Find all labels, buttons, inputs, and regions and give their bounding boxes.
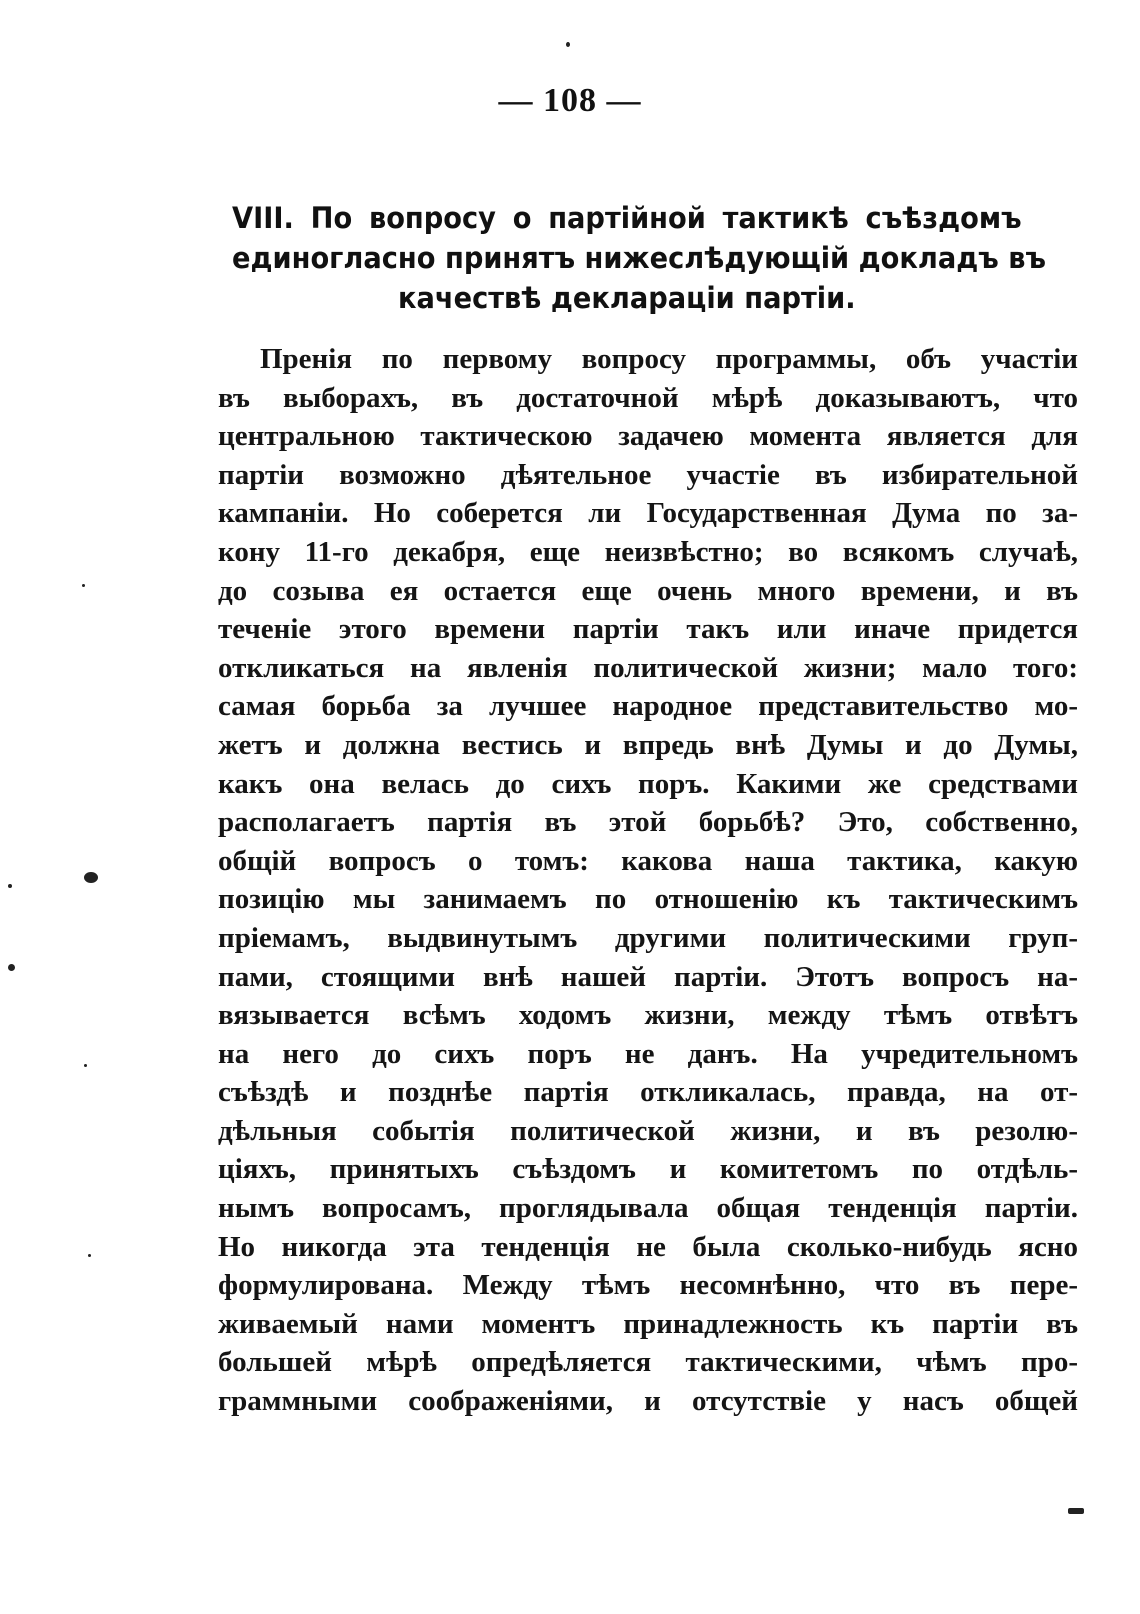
page-number: — 108 — [498, 82, 642, 119]
heading-line: VIII. По вопросу о партійной тактикѣ съѣздомъ [232, 201, 1022, 235]
text-line: большей мѣрѣ опредѣляется тактическими, чѣмъ про- [218, 1346, 1078, 1379]
text-line: ціяхъ, принятыхъ съѣздомъ и комитетомъ по отдѣль- [218, 1153, 1078, 1186]
text-line: съѣздѣ и позднѣе партія откликалась, правда, на от- [218, 1076, 1078, 1109]
text-line: живаемый нами моментъ принадлежность къ партіи въ [218, 1307, 1078, 1340]
scan-speck [84, 872, 98, 883]
text-line: какъ она велась до сихъ поръ. Какими же средствами [218, 767, 1078, 800]
text-line: пами, стоящими внѣ нашей партіи. Этотъ вопросъ на- [218, 960, 1078, 993]
body-text [218, 340, 1078, 1421]
text-line: до созыва ея остается еще очень много времени, и въ [218, 574, 1078, 607]
text-line: кампаніи. Но соберется ли Государственная Дума по за- [218, 497, 1078, 530]
heading-line: единогласно принятъ нижеслѣдующій докладъ въ [232, 241, 1046, 275]
text-line: общій вопросъ о томъ: какова наша тактика, какую [218, 844, 1078, 877]
text-line: граммными соображеніями, и отсутствіе у насъ общей [218, 1385, 1078, 1418]
scan-speck [8, 884, 12, 888]
text-line: вязывается всѣмъ ходомъ жизни, между тѣмъ отвѣтъ [218, 999, 1078, 1032]
text-line: въ выборахъ, въ достаточной мѣрѣ доказываютъ, что [218, 381, 1078, 414]
text-line: откликаться на явленія политической жизни; мало того: [218, 651, 1078, 684]
text-line: пріемамъ, выдвинутымъ другими политическими груп- [218, 921, 1078, 954]
text-line: центральною тактическою задачею момента является для [218, 420, 1078, 453]
text-line: позицію мы занимаемъ по отношенію къ тактическимъ [218, 883, 1078, 916]
scan-speck [1068, 1508, 1084, 1514]
text-line: формулирована. Между тѣмъ несомнѣнно, что въ пере- [218, 1269, 1078, 1302]
text-line: нымъ вопросамъ, проглядывала общая тенденція партіи. [218, 1192, 1078, 1225]
scan-speck [84, 1064, 87, 1067]
text-line: на него до сихъ поръ не данъ. На учредительномъ [218, 1037, 1078, 1070]
text-line: Пренія по первому вопросу программы, объ участіи [260, 343, 1078, 375]
text-line: кону 11-го декабря, еще неизвѣстно; во всякомъ случаѣ, [218, 535, 1078, 568]
text-line: теченіе этого времени партіи такъ или иначе придется [218, 613, 1078, 646]
section-heading [232, 198, 1046, 318]
scan-speck [82, 584, 85, 587]
text-line: располагаетъ партія въ этой борьбѣ? Это, собственно, [218, 806, 1078, 839]
text-line: жетъ и должна вестись и впредь внѣ Думы и до Думы, [218, 728, 1078, 761]
text-line: Но никогда эта тенденція не была сколько-нибудь ясно [218, 1230, 1078, 1263]
scan-speck [88, 1254, 91, 1257]
text-line: дѣльныя событія политической жизни, и въ резолю- [218, 1114, 1078, 1147]
text-line: самая борьба за лучшее народное представительство мо- [218, 690, 1078, 723]
text-line: партіи возможно дѣятельное участіе въ избирательной [218, 458, 1078, 491]
scan-speck [8, 964, 15, 971]
heading-line: качествѣ деклараціи партіи. [397, 281, 856, 315]
scan-speck [566, 42, 570, 47]
